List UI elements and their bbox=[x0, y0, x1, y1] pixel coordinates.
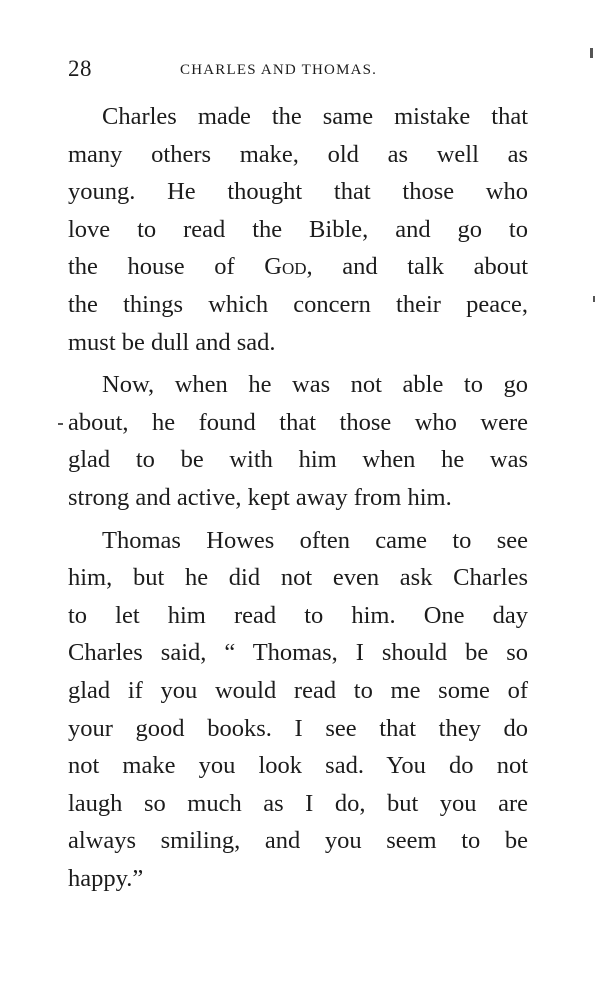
text-line: strong and active, kept away from him. bbox=[68, 483, 452, 511]
paragraph bbox=[68, 366, 528, 516]
scan-mark bbox=[58, 423, 63, 425]
running-title: CHARLES AND THOMAS. bbox=[180, 62, 378, 78]
text-line: Now, when he was not able to go bbox=[102, 371, 528, 399]
text-line: must be dull and sad. bbox=[68, 328, 276, 356]
body-text bbox=[68, 98, 528, 897]
small-caps-word: God bbox=[264, 253, 307, 281]
text-line: the house of God, and talk about bbox=[68, 253, 529, 281]
scan-mark bbox=[590, 48, 593, 58]
text-line: young. He thought that those who bbox=[68, 178, 528, 206]
text-line: to let him read to him. One day bbox=[68, 601, 528, 629]
text-line: Charles said, “ Thomas, I should be so bbox=[68, 639, 528, 667]
text-line: laugh so much as I do, but you are bbox=[68, 789, 528, 817]
text-line: the things which concern their peace, bbox=[68, 290, 528, 318]
text-line: glad if you would read to me some of bbox=[68, 676, 528, 704]
text-line: him, but he did not even ask Charles bbox=[68, 564, 528, 592]
paragraph bbox=[68, 98, 528, 361]
text-line: always smiling, and you seem to be bbox=[68, 827, 528, 855]
text-line: not make you look sad. You do not bbox=[68, 752, 528, 780]
page-header bbox=[68, 56, 528, 86]
text-line: glad to be with him when he was bbox=[68, 446, 528, 474]
page-number: 28 bbox=[68, 56, 92, 81]
text-line: your good books. I see that they do bbox=[68, 714, 528, 742]
text-line: happy.” bbox=[68, 864, 144, 892]
scan-mark bbox=[593, 296, 595, 302]
text-line: love to read the Bible, and go to bbox=[68, 215, 528, 243]
text-line: about, he found that those who were bbox=[68, 408, 528, 436]
text-line: Charles made the same mistake that bbox=[102, 103, 528, 130]
paragraph bbox=[68, 522, 528, 898]
text-line: Thomas Howes often came to see bbox=[102, 526, 528, 554]
text-line: many others make, old as well as bbox=[68, 140, 528, 168]
